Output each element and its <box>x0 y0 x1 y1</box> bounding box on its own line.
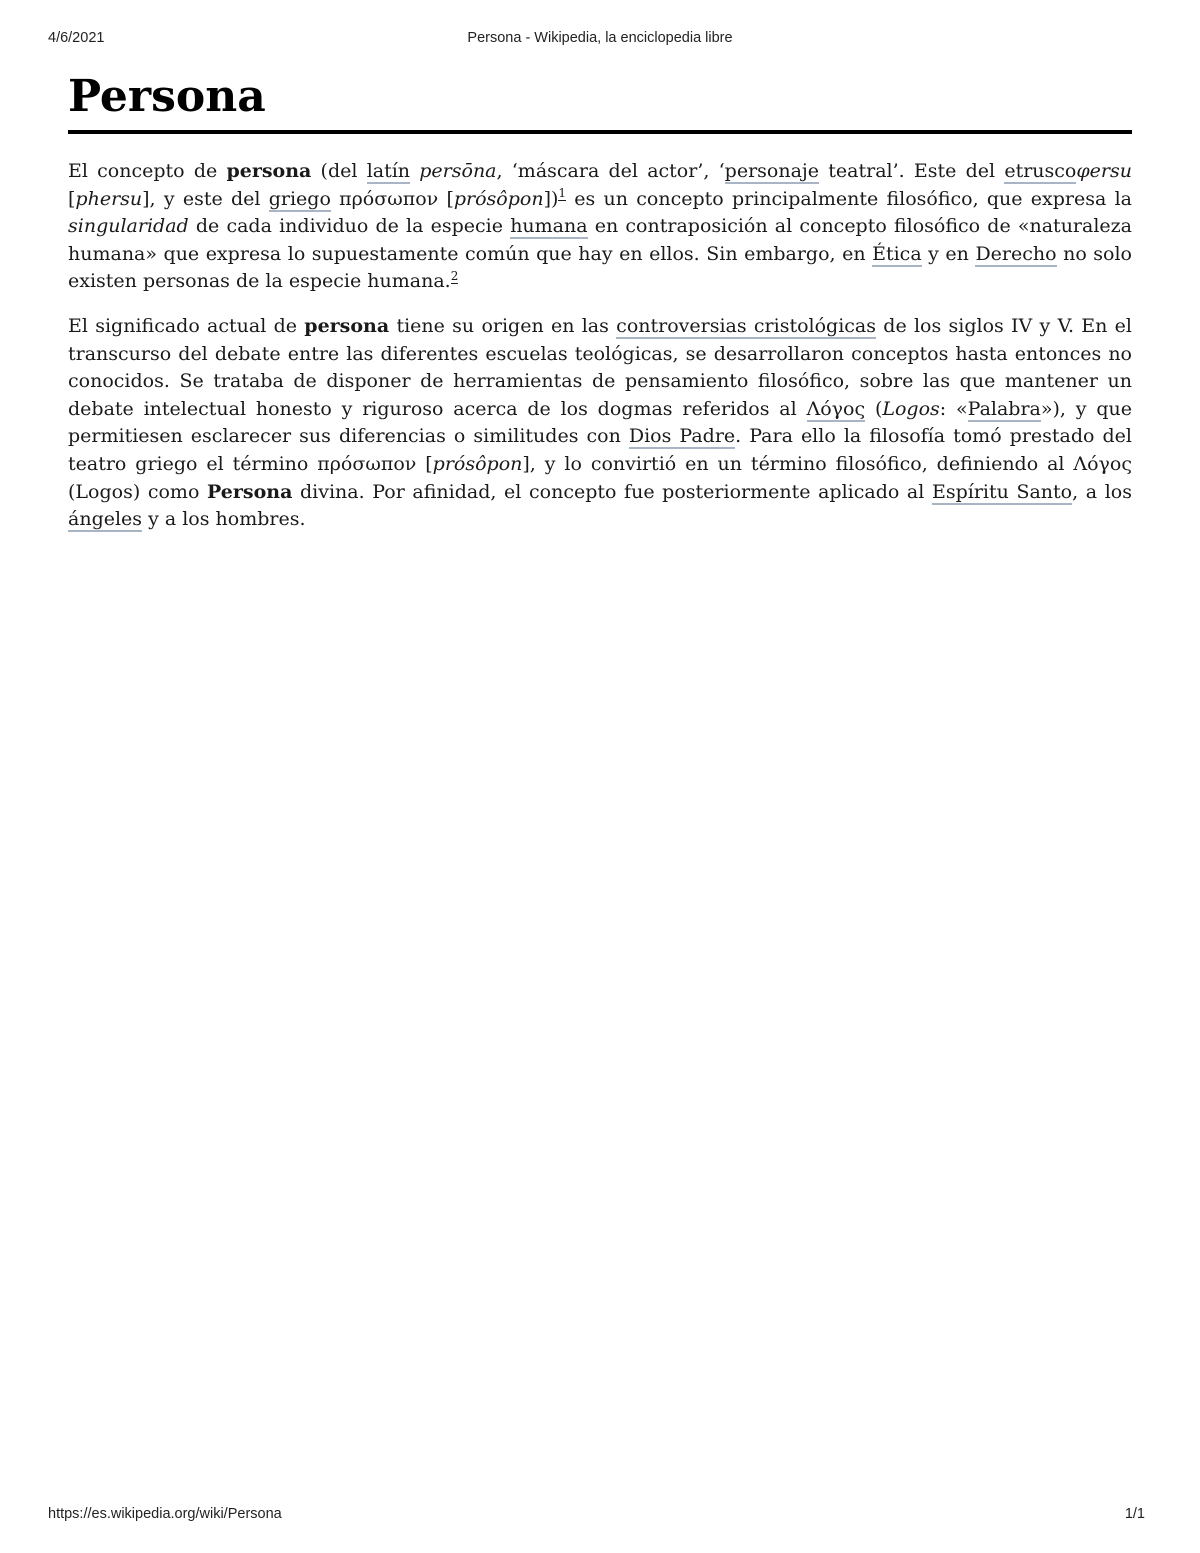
link-etica[interactable]: Ética <box>872 242 922 265</box>
text: tiene su origen en las <box>389 314 617 337</box>
link-latin[interactable]: latín <box>366 160 411 182</box>
text: de cada individuo de la especie <box>188 215 511 238</box>
text: divina. Por afinidad, el concepto fue posteriormente aplicado al <box>292 480 932 503</box>
article-title: Persona <box>68 68 1132 134</box>
text: y en <box>921 242 976 265</box>
bold-term: Persona <box>207 480 293 503</box>
print-url: https://es.wikipedia.org/wiki/Persona <box>48 1506 282 1522</box>
text: y a los hombres. <box>142 508 306 531</box>
text: no solo existen personas de la especie humana. <box>68 242 1132 293</box>
text <box>410 160 419 182</box>
link-etrusco[interactable]: etrusco <box>1004 160 1077 182</box>
text: El concepto de <box>68 160 227 182</box>
text: , ‘máscara del actor’, ‘ <box>496 160 725 182</box>
text: en contraposición al concepto filosófico de «naturaleza humana» que expresa lo supuestamente común que hay en ellos. Sin embargo, en <box>68 215 1133 265</box>
text: es un concepto principalmente filosófico, que expresa la <box>566 187 1132 210</box>
text: ( <box>865 397 883 420</box>
text: »), y que permitiesen esclarecer sus diferencias o similitudes con <box>68 397 1132 448</box>
text: ], y lo convirtió en un término filosófico, definiendo al Λόγος (Logos) como <box>68 452 1132 503</box>
italic-term: singularidad <box>68 215 189 238</box>
italic-term: phersu <box>75 187 143 210</box>
text: ], y este del <box>142 187 269 210</box>
paragraph-intro <box>68 158 1132 296</box>
page-number: 1/1 <box>1124 1506 1145 1522</box>
link-angeles[interactable]: ángeles <box>68 508 143 531</box>
text: πρόσωπον [ <box>330 187 454 210</box>
print-date: 4/6/2021 <box>48 30 105 46</box>
print-header <box>48 30 1152 50</box>
italic-term: persōna <box>419 160 497 182</box>
italic-term: prósôpon <box>453 187 544 210</box>
link-humana[interactable]: humana <box>510 215 588 238</box>
print-page-title: Persona - Wikipedia, la enciclopedia libre <box>467 30 733 46</box>
text: , a los <box>1072 480 1132 503</box>
paragraph-history <box>68 313 1132 534</box>
article-content <box>68 68 1132 534</box>
link-controversias-cristologicas[interactable]: controversias cristológicas <box>616 314 876 337</box>
reference-link-1[interactable]: 1 <box>558 186 567 201</box>
text: (del <box>311 160 367 182</box>
print-footer <box>48 1506 1145 1526</box>
link-griego[interactable]: griego <box>268 187 331 210</box>
text: de los siglos IV y V. En el transcurso del debate entre las diferentes escuelas teológicas, se desarrollaron conceptos hasta entonces no conocidos. Se trataba de disponer de herramientas de pensamiento filosófico, sobre las que mantener un debate intelectual honesto y riguroso acerca de los dogmas referidos al <box>68 314 1133 420</box>
italic-term: φersu <box>1076 160 1132 182</box>
text: . Para ello la filosofía tomó prestado del teatro griego el término πρόσωπον [ <box>68 425 1133 475</box>
text: : « <box>939 397 968 420</box>
text: teatral’. Este del <box>819 160 1005 182</box>
italic-term: Logos <box>882 397 940 420</box>
link-palabra[interactable]: Palabra <box>967 397 1041 420</box>
link-logos[interactable]: Λόγος <box>806 397 866 420</box>
text: ]) <box>543 187 559 210</box>
bold-term: persona <box>304 314 390 337</box>
text: El significado actual de <box>68 314 305 337</box>
link-derecho[interactable]: Derecho <box>975 242 1057 265</box>
link-personaje[interactable]: personaje <box>724 160 820 182</box>
link-dios-padre[interactable]: Dios Padre <box>628 425 736 448</box>
link-espiritu-santo[interactable]: Espíritu Santo <box>931 480 1073 503</box>
text: [ <box>68 187 76 210</box>
bold-term: persona <box>226 160 312 182</box>
italic-term: prósôpon <box>432 452 523 475</box>
reference-link-2[interactable]: 2 <box>450 269 459 284</box>
